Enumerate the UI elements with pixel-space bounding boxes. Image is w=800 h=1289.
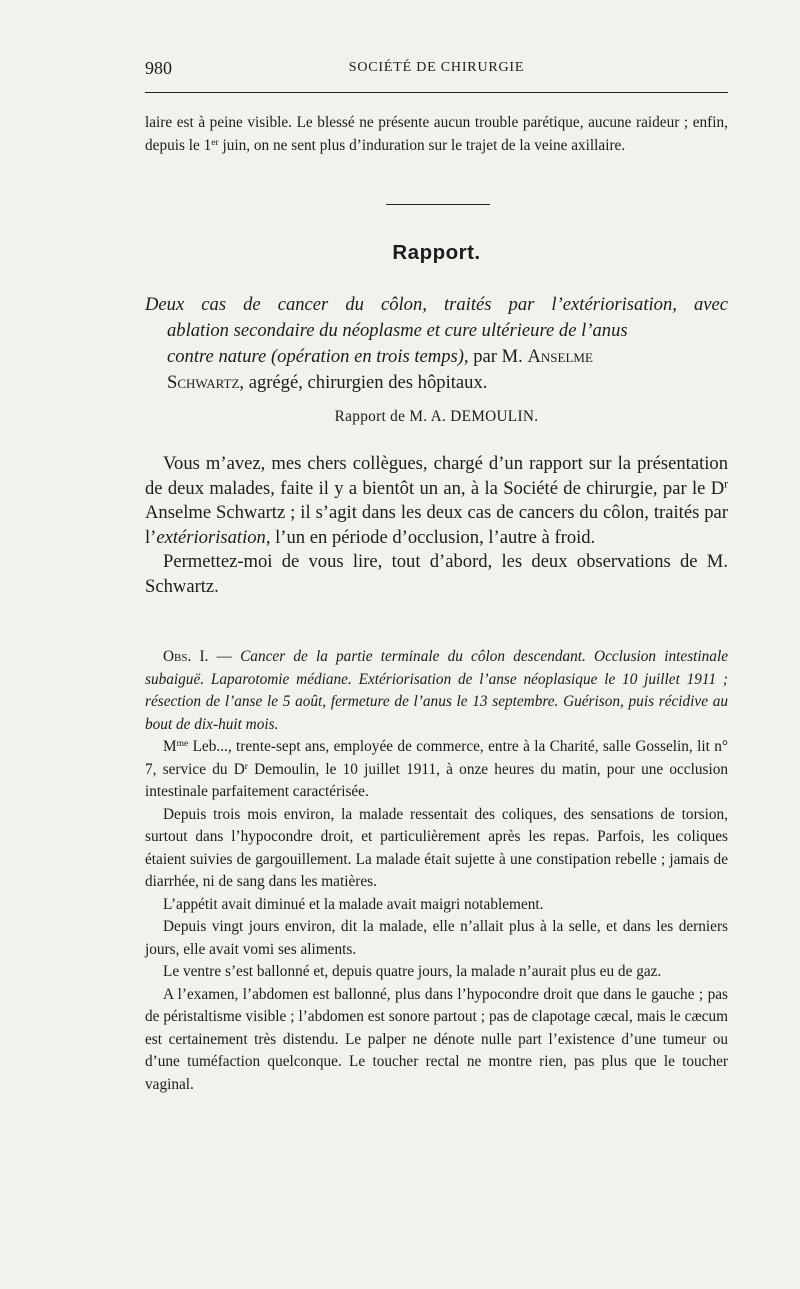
observation-paragraph-2: Depuis trois mois environ, la malade ressentait des coliques, des sensations de torsion, surtout dans l’hypocondre droit, et particulièrement après les repas. Parfois, les coliques étaient suivies de gargouillement. La malade était sujette à une constipation rebelle ; jamais de diarrhée, ni de sang dans les matières. — [145, 805, 728, 890]
section-heading: Rapport. — [392, 241, 481, 264]
intro-sup: er — [211, 137, 219, 148]
report-title-line-3 — [145, 344, 728, 370]
para1-sup: r — [724, 478, 728, 491]
author-first-name: Anselme — [527, 346, 593, 367]
report-body — [145, 452, 728, 599]
header-rule — [145, 92, 728, 93]
report-title-par: par M. — [468, 346, 528, 367]
observation-paragraph-5: Le ventre s’est ballonné et, depuis quatre jours, la malade n’aurait plus eu de gaz. — [163, 963, 662, 980]
intro-paragraph-block — [145, 112, 728, 157]
intro-text-2: juin, on ne sent plus d’induration sur le trajet de la veine axillaire. — [218, 136, 626, 154]
observation-dash: — — [208, 648, 241, 665]
report-paragraph-2: Permettez-moi de vous lire, tout d’abord, les deux observations de M. Schwartz. — [145, 551, 728, 597]
report-title-line-4 — [145, 370, 728, 396]
para1-text-2: Anselme Schwartz ; il s’agit dans les deux cas de cancers du côlon, traités par l’ — [145, 502, 728, 548]
intro-paragraph — [145, 112, 728, 157]
obs-p1-prefix: M — [163, 738, 177, 755]
report-title-line-1: Deux cas de cancer du côlon, traités par l’extériorisation, avec — [145, 294, 728, 315]
report-byline: Rapport de M. A. DEMOULIN. — [334, 408, 539, 425]
observation-block — [145, 646, 728, 1096]
report-paragraph-1 — [145, 452, 728, 550]
para1-text-1: Vous m’avez, mes chers collègues, chargé d’un rapport sur la présentation de deux malades, faite il y a bientôt un an, à la Société de chirurgie, par le D — [145, 453, 728, 499]
observation-paragraph-1 — [145, 736, 728, 804]
author-last-name: Schwartz — [167, 372, 240, 393]
section-divider — [386, 204, 490, 205]
observation-label: Obs. I. — [163, 648, 209, 665]
observation-italic-summary: Cancer de la partie terminale du côlon descendant. Occlusion intestinale subaiguë. Laparotomie médiane. Extériorisation de l’anse néoplasique le 10 juillet 1911 ; résection de l’anse le 5 août, fermeture de l’anus le 13 septembre. Guérison, puis récidive au bout de dix-huit mois. — [145, 648, 728, 733]
observation-paragraph-3: L’appétit avait diminué et la malade avait maigri notablement. — [163, 895, 544, 913]
author-affiliation: , agrégé, chirurgien des hôpitaux. — [239, 372, 488, 393]
intro-text-1: laire est à peine visible. Le blessé ne présente aucun trouble parétique, aucune raideur ; enfin, depuis le 1 — [145, 114, 728, 154]
observation-paragraph-4: Depuis vingt jours environ, dit la malade, elle n’allait plus à la selle, et dans les derniers jours, elle avait vomi ses aliments. — [145, 918, 728, 958]
para1-text-3: , l’un en période d’occlusion, l’autre à froid. — [265, 526, 596, 548]
obs-p1-sup2: r — [244, 761, 248, 772]
observation-summary — [145, 646, 728, 736]
obs-p1-text-2: Demoulin, le 10 juillet 1911, à onze heures du matin, pour une occlusion intestinale parfaitement caractérisée. — [145, 760, 728, 800]
para1-italic: extériorisation — [156, 526, 266, 548]
obs-p1-text-1: Leb..., trente-sept ans, employée de commerce, entre à la Charité, salle Gosselin, lit n° 7, service du D — [145, 738, 728, 778]
running-head — [145, 58, 728, 80]
report-title-italic: contre nature (opération en trois temps), — [167, 346, 469, 367]
report-title — [145, 292, 728, 396]
obs-p1-sup1: me — [176, 738, 189, 749]
observation-paragraph-6: A l’examen, l’abdomen est ballonné, plus dans l’hypocondre droit que dans le gauche ; pas de péristaltisme visible ; l’abdomen est sonore partout ; pas de clapotage cæcal, mais le cæcum est certainement très distendu. Le palper ne dénote nulle part l’existence d’une tumeur ou d’une tuméfaction quelconque. Le toucher rectal ne montre rien, pas plus que le toucher vaginal. — [145, 985, 728, 1093]
report-title-line-2: ablation secondaire du néoplasme et cure ultérieure de l’anus — [167, 320, 628, 341]
page-number: 980 — [145, 58, 172, 78]
running-title: SOCIÉTÉ DE CHIRURGIE — [348, 60, 525, 75]
